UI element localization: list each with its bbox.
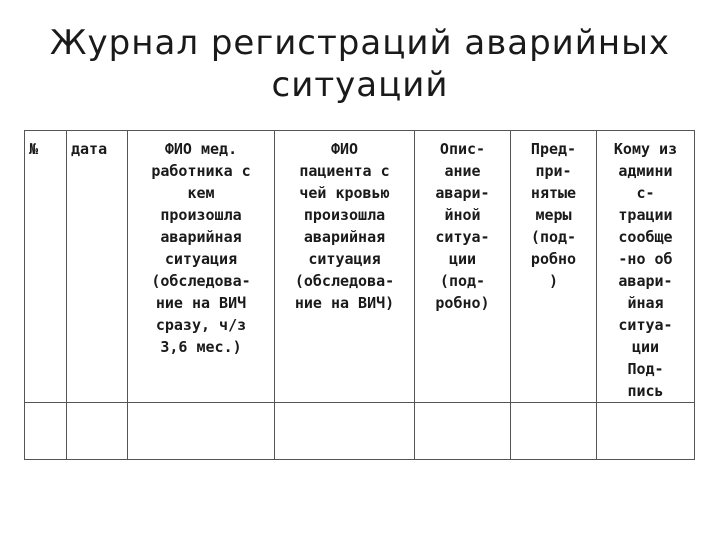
table-cell[interactable] — [415, 403, 511, 460]
registration-journal-table — [24, 130, 695, 460]
column-header-measures: Пред- при- нятые меры (под- робно ) — [511, 131, 597, 403]
table-cell[interactable] — [25, 403, 67, 460]
table-header-row — [25, 131, 695, 403]
table-cell[interactable] — [67, 403, 128, 460]
table-row — [25, 403, 695, 460]
table-cell[interactable] — [275, 403, 415, 460]
column-header-patient: ФИО пациента с чей кровью произошла аварийная ситуация (обследова- ние на ВИЧ) — [275, 131, 415, 403]
column-header-reported-to: Кому из админи с- трации сообще -но об авари- йная ситуа- ции Под- пись — [597, 131, 695, 403]
table-cell[interactable] — [597, 403, 695, 460]
slide-title: Журнал регистраций аварийных ситуаций — [49, 23, 671, 105]
column-header-description: Опис- ание авари- йной ситуа- ции (под- робно) — [415, 131, 511, 403]
column-header-staff: ФИО мед. работника с кем произошла аварийная ситуация (обследова- ние на ВИЧ сразу, ч/з 3,6 мес.) — [128, 131, 275, 403]
column-header-number: № — [25, 131, 67, 403]
column-header-date: дата — [67, 131, 128, 403]
table-cell[interactable] — [128, 403, 275, 460]
table-cell[interactable] — [511, 403, 597, 460]
